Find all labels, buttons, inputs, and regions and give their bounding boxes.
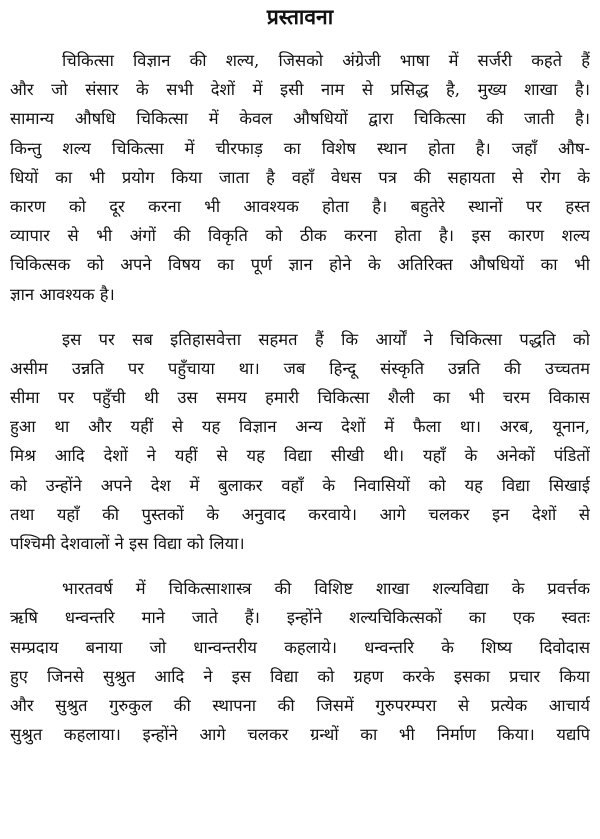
text-line: असीम उन्नति पर पहुँचाया था। जब हिन्दू संस्कृति उन्नति की उच्चतम — [10, 358, 590, 378]
text-line: हुआ था और यहीं से यह विज्ञान अन्य देशों में फैला था। अरब, यूनान, — [10, 417, 590, 437]
text-line: सामान्य औषधि चिकित्सा में केवल औषधियों द्वारा चिकित्सा की जाती है। — [10, 109, 590, 129]
paragraph-3 — [10, 574, 590, 749]
text-line: और जो संसार के सभी देशों में इसी नाम से प्रसिद्ध है, मुख्य शाखा है। — [10, 80, 590, 100]
text-line: हुए जिनसे सुश्रुत आदि ने इस विद्या को ग्रहण करके इसका प्रचार किया — [10, 666, 590, 686]
text-line: व्यापार से भी अंगों की विकृति को ठीक करना होता है। इस कारण शल्य — [10, 226, 590, 246]
text-line: धियों का भी प्रयोग किया जाता है वहाँ वेधस पत्र की सहायता से रोग के — [10, 167, 590, 187]
page-title: प्रस्तावना — [266, 5, 334, 29]
text-line: कारण को दूर करना भी आवश्यक होता है। बहुतेरे स्थानों पर हस्त — [10, 196, 590, 216]
text-line: ऋषि धन्वन्तरि माने जाते हैं। इन्होंने शल्यचिकित्सकों का एक स्वतः — [10, 608, 590, 628]
paragraph-gap — [10, 309, 590, 325]
text-line: पश्चिमी देशवालों ने इस विद्या को लिया। — [10, 534, 245, 553]
text-line: चिकित्सा विज्ञान की शल्य, जिसको अंग्रेजी भाषा में सर्जरी कहते हैं — [62, 51, 590, 70]
text-line: सम्प्रदाय बनाया जो धान्वन्तरीय कहलाये। धन्वन्तरि के शिष्य दिवोदास — [10, 637, 590, 657]
text-line: तथा यहाँ की पुस्तकों के अनुवाद करवाये। आगे चलकर इन देशों से — [10, 504, 590, 524]
text-line: किन्तु शल्य चिकित्सा में चीरफाड़ का विशेष स्थान होता है। जहाँ औष- — [10, 138, 590, 158]
text-line: मिश्र आदि देशों ने यहीं से यह विद्या सीखी थी। यहाँ के अनेकों पंडितों — [10, 446, 590, 466]
text-line: और सुश्रुत गुरुकुल की स्थापना की जिसमें गुरुपरम्परा से प्रत्येक आचार्य — [10, 695, 590, 715]
text-line: भारतवर्ष में चिकित्साशास्त्र की विशिष्ट शाखा शल्यविद्या के प्रवर्त्तक — [62, 579, 590, 599]
paragraph-1 — [10, 46, 590, 309]
paragraph-2 — [10, 325, 590, 559]
text-line: सुश्रुत कहलाया। इन्होंने आगे चलकर ग्रन्थों का भी निर्माण किया। यद्यपि — [10, 725, 590, 745]
text-line: चिकित्सक को अपने विषय का पूर्ण ज्ञान होने के अतिरिक्त औषधियों का भी — [10, 255, 590, 275]
paragraph-gap — [10, 558, 590, 574]
text-line: सीमा पर पहुँची थी उस समय हमारी चिकित्सा शैली का भी चरम विकास — [10, 388, 590, 408]
text-line: ज्ञान आवश्यक है। — [10, 284, 115, 304]
text-line: को उन्होंने अपने देश में बुलाकर वहाँ के निवासियों को यह विद्या सिखाई — [10, 475, 590, 495]
text-line: इस पर सब इतिहासवेत्ता सहमत हैं कि आर्यों ने चिकित्सा पद्धति को — [62, 329, 590, 349]
